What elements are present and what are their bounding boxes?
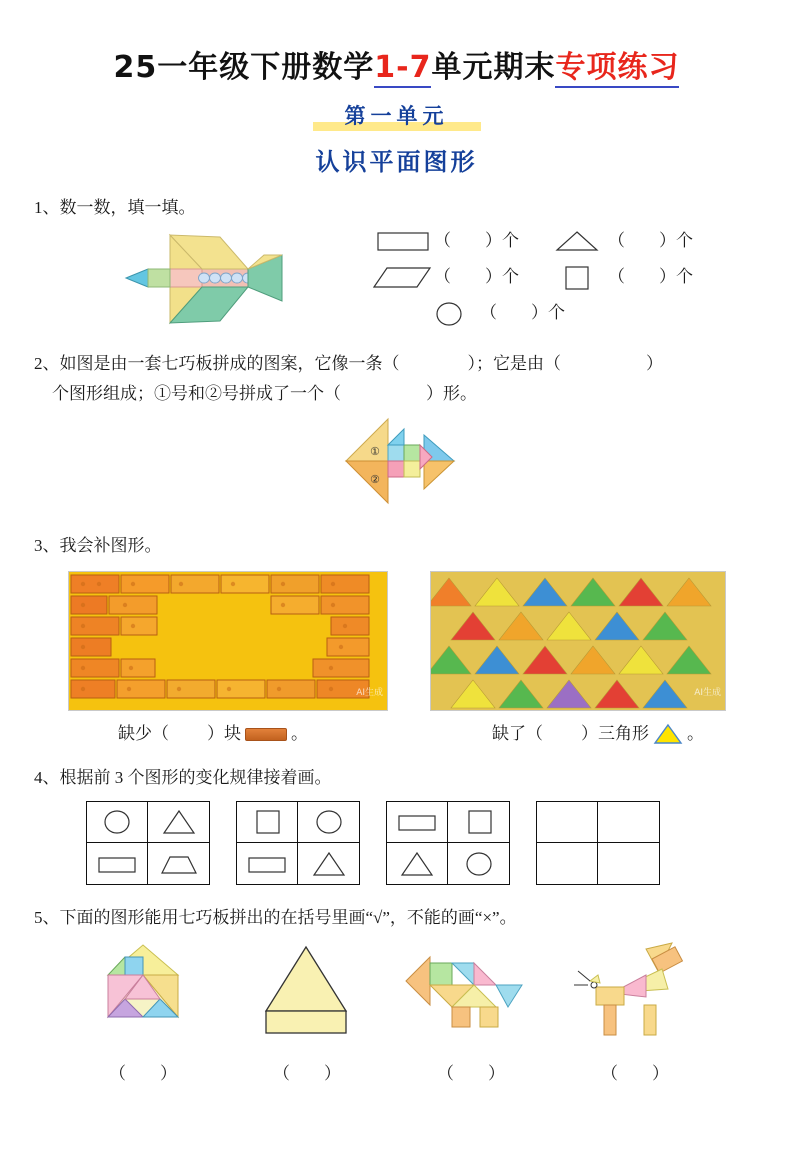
shape-row-1 [372,223,732,259]
cell-triangle [298,843,359,884]
question-1 [0,193,793,343]
tangram-fish-icon [332,415,462,507]
question-3-photos [0,571,793,715]
unit-badge-label: 第一单元 [344,104,449,128]
figure-box-4-blank[interactable] [536,801,660,885]
question-3 [0,531,793,749]
question-5 [0,903,793,1083]
caption-right-c: 。 [687,724,704,743]
shape-item-triangle [546,226,720,256]
shape-item-square [546,262,720,292]
watermark-label-2: AI生成 [694,688,721,698]
shape-item-parallelogram [372,262,546,292]
triangle-icon [546,228,608,254]
caption-right-a: 缺了（ [492,724,543,743]
caption-left-c: 。 [291,724,308,743]
question-4-figures [86,801,793,885]
cell-blank[interactable] [598,802,659,843]
caption-right-b: ）三角形 [581,724,649,743]
parallelogram-icon [372,263,434,291]
cell-circle [298,802,359,843]
worksheet-page [0,42,793,1164]
question-2-line-2 [0,379,793,409]
figure-box-3 [386,801,510,885]
cell-rectangle [387,802,448,843]
cell-circle [87,802,148,843]
cell-rectangle [87,843,148,884]
tangram-house-icon [68,941,218,1041]
caption-left-a: 缺少（ [118,724,169,743]
unit-badge [309,100,485,130]
yellow-triangle-icon [653,723,683,745]
question-3-prompt: 我会补图形。 [59,536,162,555]
cell-trapezoid [148,843,209,884]
caption-right [492,719,704,749]
tangram-horse-icon [560,941,710,1041]
question-5-figures [0,941,793,1059]
shape-item-circle [418,298,592,328]
title-black-part-2: 单元期末 [431,50,556,85]
shape-item-rectangle [372,226,546,256]
title-red-part-2: 专项练习 [555,50,679,88]
question-1-shape-list [372,223,732,331]
answer-blank-3[interactable]: （ ） [437,1064,505,1083]
question-5-answer-blanks [0,1059,793,1083]
svg-text:①: ① [369,445,380,458]
cell-blank[interactable] [598,843,659,884]
shape-count-blank-4: （ ）个 [608,267,693,286]
cell-triangle [148,802,209,843]
figure-box-2 [236,801,360,885]
caption-left-b: ）块 [207,724,241,743]
question-1-body [0,223,793,343]
watermark-label: AI生成 [356,688,383,698]
question-5-prompt: 下面的图形能用七巧板拼出的在括号里画“√”，不能的画“×”。 [59,908,517,927]
shape-count-blank-1: （ ）个 [434,231,519,250]
title-red-part-1: 1-7 [374,50,431,88]
shape-count-blank-5: （ ）个 [480,303,565,322]
question-2-prompt-1: 如图是由一套七巧板拼成的图案，它像一条（ ）；它是由（ ） [59,354,663,373]
brick-icon [245,728,287,741]
answer-blank-2[interactable]: （ ） [273,1064,341,1083]
question-1-text [0,193,793,223]
cell-square [237,802,298,843]
title-prefix: 25 [113,50,158,85]
rectangle-icon [372,228,434,254]
page-title [0,42,793,86]
question-3-text [0,531,793,561]
question-4-number: 4、 [34,768,60,787]
answer-blank-4[interactable]: （ ） [601,1064,669,1083]
outline-triangle-rectangle-icon [232,941,382,1041]
cell-blank[interactable] [537,843,598,884]
tangram-airplane-icon [52,229,292,329]
question-5-text [0,903,793,933]
shape-count-blank-3: （ ）个 [434,267,519,286]
question-4 [0,763,793,885]
caption-left [118,719,308,749]
brick-wall-photo [68,571,388,711]
tangram-fox-icon [396,941,546,1041]
question-3-number: 3、 [34,536,60,555]
question-1-prompt: 数一数，填一填。 [59,198,196,217]
cell-rectangle [237,843,298,884]
cell-triangle [387,843,448,884]
question-2-number: 2、 [34,354,60,373]
question-4-text [0,763,793,793]
svg-text:②: ② [369,473,380,486]
question-2-prompt-2: 个图形组成；①号和②号拼成了一个（ ）形。 [52,384,477,403]
question-2-line-1 [0,349,793,379]
subject-heading: 认识平面图形 [315,148,478,176]
circle-icon [418,299,480,327]
cell-circle [448,843,509,884]
figure-box-1 [86,801,210,885]
question-1-number: 1、 [34,198,60,217]
answer-blank-1[interactable]: （ ） [109,1064,177,1083]
cell-blank[interactable] [537,802,598,843]
shape-count-blank-2: （ ）个 [608,231,693,250]
cell-square [448,802,509,843]
title-black-part-1: 一年级下册数学 [157,50,375,85]
question-3-captions [0,719,793,749]
triangle-pattern-photo [430,571,726,711]
question-2 [0,349,793,507]
question-5-number: 5、 [34,908,60,927]
shape-row-3 [372,295,732,331]
square-icon [546,263,608,291]
shape-row-2 [372,259,732,295]
question-4-prompt: 根据前 3 个图形的变化规律接着画。 [59,768,332,787]
